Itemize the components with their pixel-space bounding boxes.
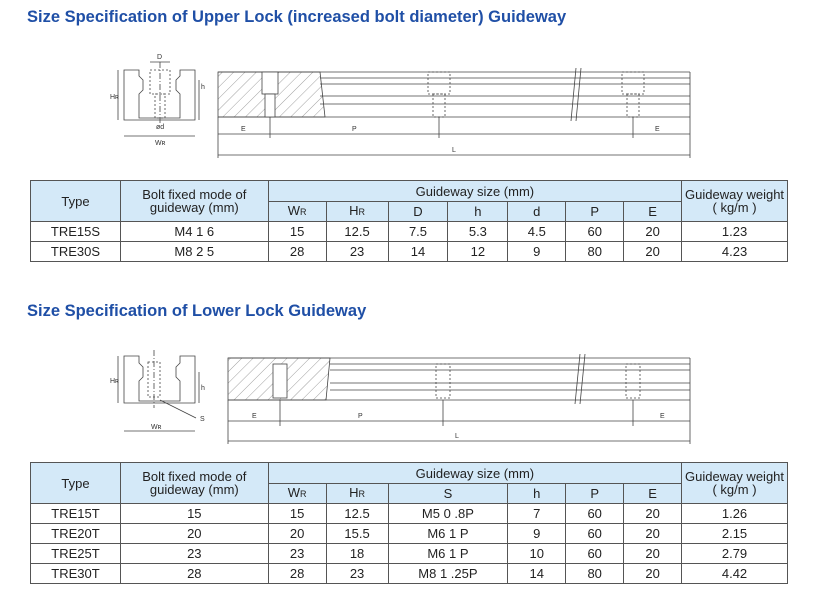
cell-size: 7.5 (388, 222, 448, 242)
cell-size: 7 (508, 504, 566, 524)
cell-weight: 1.26 (682, 504, 788, 524)
cell-weight: 4.23 (682, 242, 788, 262)
cell-bolt: 23 (120, 544, 268, 564)
label-Wr: Wʀ (155, 140, 166, 147)
cell-type: TRE20T (31, 524, 121, 544)
lower-cross-section (118, 350, 199, 431)
subheader-suffix: R (300, 489, 307, 499)
label-E-left-2: E (252, 413, 257, 420)
subheader-suffix: R (358, 207, 366, 217)
cell-size: 15 (268, 222, 326, 242)
cell-type: TRE30S (31, 242, 121, 262)
cell-size: 60 (566, 222, 624, 242)
cell-size: 23 (326, 564, 388, 584)
label-L-2: L (455, 433, 459, 440)
cell-size: 5.3 (448, 222, 508, 242)
subheader-label: E (648, 204, 657, 219)
subheader-col (326, 202, 388, 222)
subheader-col (624, 484, 682, 504)
subheader-col (508, 484, 566, 504)
cell-size: 12.5 (326, 504, 388, 524)
header-weight: Guideway weight ( kg/m ) (682, 181, 788, 222)
upper-side-view (218, 68, 690, 158)
header-type: Type (31, 463, 121, 504)
subheader-label: d (533, 204, 541, 219)
cell-bolt: 28 (120, 564, 268, 584)
label-S: S (200, 416, 205, 423)
subheader-col (268, 202, 326, 222)
subheader-label: S (443, 486, 453, 501)
label-E-left: E (241, 126, 246, 133)
label-P: P (352, 126, 357, 133)
header-guideway-size: Guideway size (mm) (268, 181, 681, 202)
cell-size: 80 (566, 564, 624, 584)
cell-size: 12.5 (326, 222, 388, 242)
header-bolt: Bolt fixed mode of guideway (mm) (120, 463, 268, 504)
table-row (31, 564, 788, 584)
subheader-label: W (287, 203, 301, 218)
label-h: h (201, 84, 205, 91)
cell-type: TRE25T (31, 544, 121, 564)
subheader-label: W (287, 485, 301, 500)
cell-weight: 2.15 (682, 524, 788, 544)
cell-size: 4.5 (508, 222, 566, 242)
subheader-suffix: R (358, 489, 366, 499)
subheader-label: P (590, 204, 600, 219)
label-h-2: h (201, 385, 205, 392)
cell-size: 14 (388, 242, 448, 262)
subheader-suffix: R (300, 207, 307, 217)
label-P-2: P (358, 413, 363, 420)
subheader-label: H (349, 203, 359, 218)
cell-weight: 4.42 (682, 564, 788, 584)
label-D: D (157, 54, 163, 61)
section-title-lower-lock: Size Specification of Lower Lock Guideway (27, 302, 367, 320)
cell-size: M6 1 P (388, 524, 508, 544)
subheader-col (624, 202, 682, 222)
cell-bolt: 20 (120, 524, 268, 544)
cell-size: 20 (624, 564, 682, 584)
cell-bolt: 15 (120, 504, 268, 524)
subheader-col (566, 484, 624, 504)
subheader-col (268, 484, 326, 504)
header-weight: Guideway weight ( kg/m ) (682, 463, 788, 504)
upper-lock-spec-table (30, 180, 788, 262)
table-row (31, 544, 788, 564)
cell-size: M6 1 P (388, 544, 508, 564)
cell-type: TRE15S (31, 222, 121, 242)
cell-size: 60 (566, 504, 624, 524)
table-row (31, 504, 788, 524)
header-guideway-size: Guideway size (mm) (268, 463, 681, 484)
table-row (31, 524, 788, 544)
cell-size: 20 (624, 242, 682, 262)
subheader-col (508, 202, 566, 222)
cell-bolt: M8 2 5 (120, 242, 268, 262)
cell-type: TRE30T (31, 564, 121, 584)
subheader-label: E (648, 486, 657, 501)
cell-size: 15 (268, 504, 326, 524)
section-title-upper-lock: Size Specification of Upper Lock (increased bolt diameter) Guideway (27, 8, 567, 26)
subheader-col (388, 202, 448, 222)
label-Hr-2: Hʀ (110, 378, 119, 385)
lower-lock-spec-table (30, 462, 788, 584)
subheader-label: D (413, 204, 423, 219)
cell-type: TRE15T (31, 504, 121, 524)
cell-size: 20 (624, 222, 682, 242)
cell-bolt: M4 1 6 (120, 222, 268, 242)
table-row (31, 242, 788, 262)
label-E-right: E (655, 126, 660, 133)
header-type: Type (31, 181, 121, 222)
lower-side-view (228, 354, 690, 444)
cell-size: 60 (566, 524, 624, 544)
subheader-label: H (349, 485, 359, 500)
label-Wr-2: Wʀ (151, 424, 162, 431)
label-E-right-2: E (660, 413, 665, 420)
cell-size: M5 0 .8P (388, 504, 508, 524)
cell-weight: 2.79 (682, 544, 788, 564)
table-row (31, 222, 788, 242)
subheader-col (448, 202, 508, 222)
cell-size: 15.5 (326, 524, 388, 544)
label-L: L (452, 147, 456, 154)
cell-size: 80 (566, 242, 624, 262)
cell-size: 23 (268, 544, 326, 564)
cell-size: 23 (326, 242, 388, 262)
subheader-label: P (590, 486, 600, 501)
cell-size: 20 (624, 504, 682, 524)
subheader-label: h (533, 486, 541, 501)
cell-size: 28 (268, 242, 326, 262)
subheader-label: h (474, 204, 482, 219)
label-d: ød (156, 124, 165, 131)
cell-size: 28 (268, 564, 326, 584)
cell-size: M8 1 .25P (388, 564, 508, 584)
cell-size: 9 (508, 242, 566, 262)
cell-size: 20 (624, 544, 682, 564)
subheader-col (566, 202, 624, 222)
label-Hr: Hʀ (110, 94, 119, 101)
cell-size: 18 (326, 544, 388, 564)
cell-size: 60 (566, 544, 624, 564)
cell-weight: 1.23 (682, 222, 788, 242)
cell-size: 14 (508, 564, 566, 584)
cell-size: 9 (508, 524, 566, 544)
subheader-col (326, 484, 388, 504)
subheader-col (388, 484, 508, 504)
cell-size: 10 (508, 544, 566, 564)
cell-size: 20 (624, 524, 682, 544)
cell-size: 12 (448, 242, 508, 262)
cell-size: 20 (268, 524, 326, 544)
header-bolt: Bolt fixed mode of guideway (mm) (120, 181, 268, 222)
